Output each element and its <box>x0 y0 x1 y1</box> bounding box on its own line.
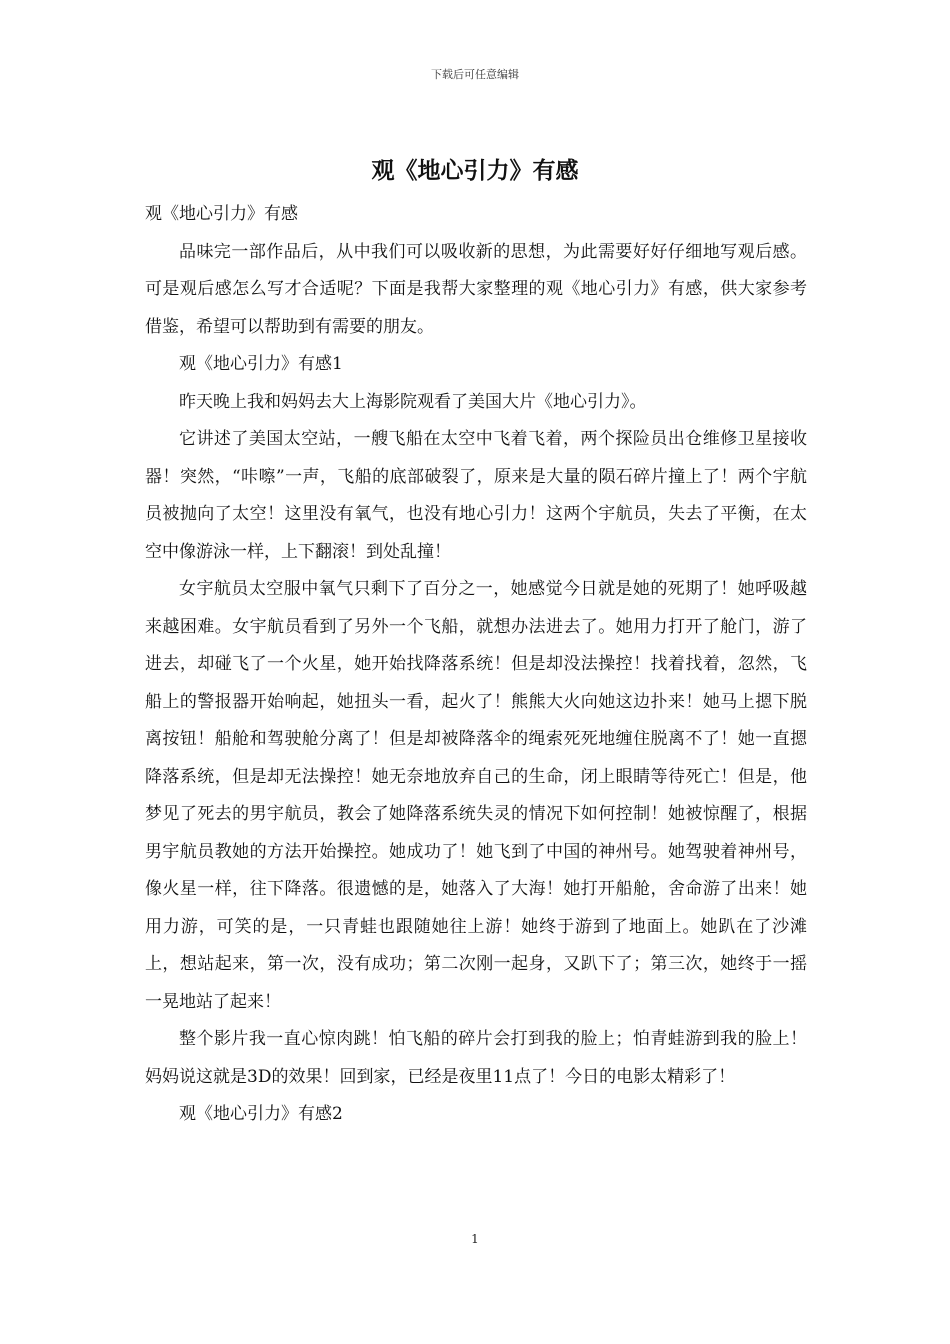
document-title: 观《地心引力》有感 <box>371 157 579 184</box>
section-heading-2: 观《地心引力》有感2 <box>179 1104 343 1124</box>
paragraph-intro: 品味完一部作品后，从中我们可以吸收新的思想，为此需要好好仔细地写观后感。可是观后感怎么写才合适呢？下面是我帮大家整理的观《地心引力》有感，供大家参考借鉴，希望可以帮助到有需要的朋友。 <box>145 241 807 337</box>
paragraph: 它讲述了美国太空站，一艘飞船在太空中飞着飞着，两个探险员出仓维修卫星接收器！突然，“咔嚓”一声，飞船的底部破裂了，原来是大量的陨石碎片撞上了！两个宇航员被抛向了太空！这里没有氧气，也没有地心引力！这两个宇航员，失去了平衡，在太空中像游泳一样，上下翻滚！到处乱撞！ <box>145 429 807 562</box>
header-note: 下载后可任意编辑 <box>431 68 519 81</box>
paragraph: 昨天晚上我和妈妈去大上海影院观看了美国大片《地心引力》。 <box>179 391 647 412</box>
document-body <box>145 196 807 1134</box>
paragraph-subtitle: 观《地心引力》有感 <box>145 204 298 224</box>
paragraph: 女宇航员太空服中氧气只剩下了百分之一，她感觉今日就是她的死期了！她呼吸越来越困难。女宇航员看到了另外一个飞船，就想办法进去了。她用力打开了舱门，游了进去，却碰飞了一个火星，她开始找降落系统！但是却没法操控！找着找着，忽然，飞船上的警报器开始响起，她扭头一看，起火了！熊熊大火向她这边扑来！她马上摁下脱离按钮！船舱和驾驶舱分离了！但是却被降落伞的绳索死死地缠住脱离不了！她一直摁降落系统，但是却无法操控！她无奈地放弃自己的生命，闭上眼睛等待死亡！但是，他梦见了死去的男宇航员，教会了她降落系统失灵的情况下如何控制！她被惊醒了，根据男宇航员教她的方法开始操控。她成功了！她飞到了中国的神州号。她驾驶着神州号，像火星一样，往下降落。很遗憾的是，她落入了大海！她打开船舱，舍命游了出来！她用力游，可笑的是，一只青蛙也跟随她往上游！她终于游到了地面上。她趴在了沙滩上，想站起来，第一次，没有成功；第二次刚一起身，又趴下了；第三次，她终于一摇一晃地站了起来！ <box>145 579 807 1012</box>
page-number: 1 <box>471 1232 479 1246</box>
paragraph: 整个影片我一直心惊肉跳！怕飞船的碎片会打到我的脸上；怕青蛙游到我的脸上！妈妈说这就是3D的效果！回到家，已经是夜里11点了！今日的电影太精彩了！ <box>145 1029 807 1087</box>
section-heading-1: 观《地心引力》有感1 <box>179 354 343 374</box>
